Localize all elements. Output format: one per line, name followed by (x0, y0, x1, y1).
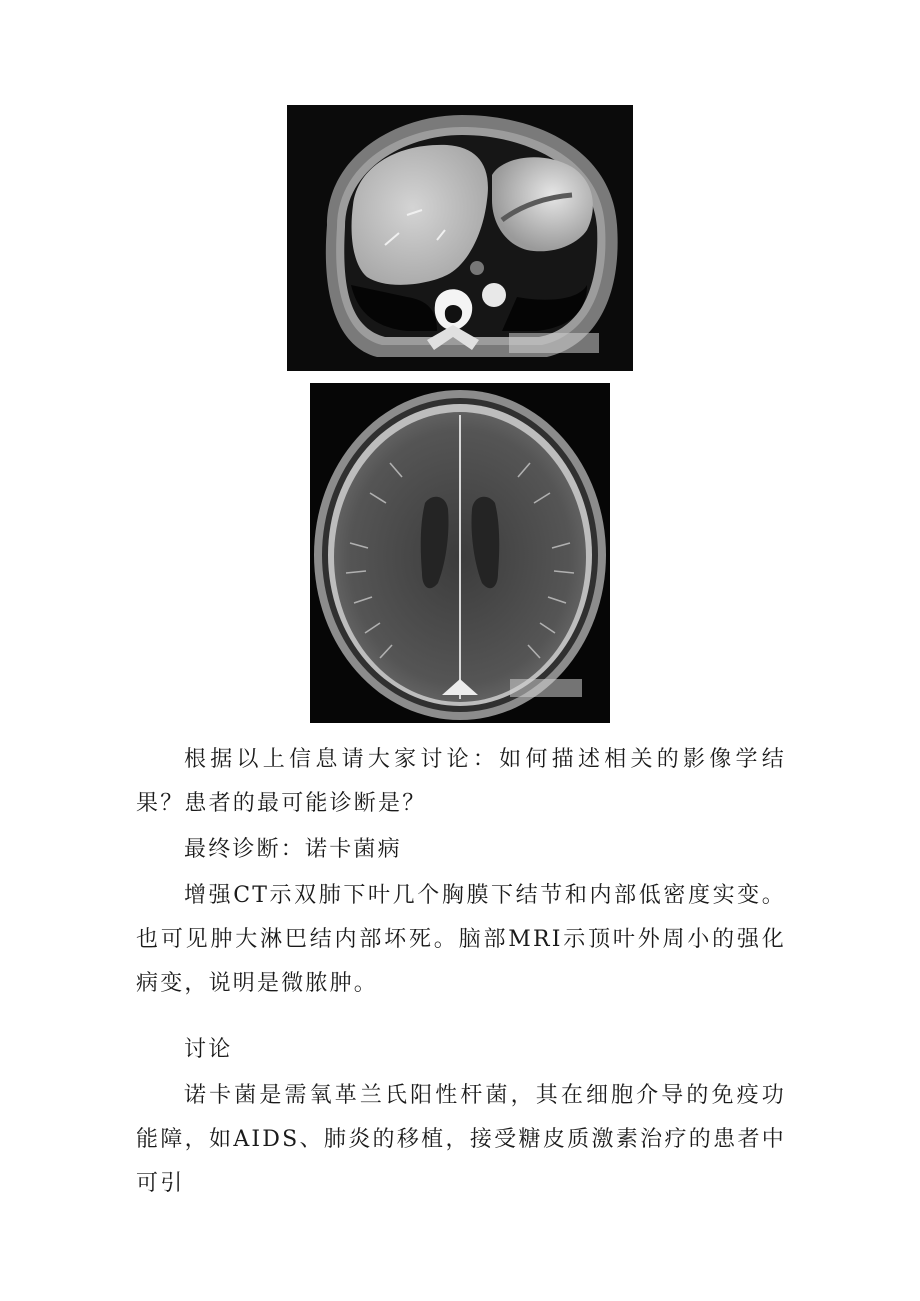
mri-scan-image (310, 383, 610, 723)
final-diagnosis-paragraph: 最终诊断：诺卡菌病 (184, 837, 402, 862)
findings-paragraph: 增强CT示双肺下叶几个胸膜下结节和内部低密度实变。也可见肿大淋巴结内部坏死。脑部MRI示顶叶外周小的强化病变，说明是微脓肿。 (136, 883, 786, 996)
ct-scan-image (287, 105, 633, 371)
question-paragraph: 根据以上信息请大家讨论：如何描述相关的影像学结果？患者的最可能诊断是？ (136, 747, 786, 816)
discussion-heading: 讨论 (184, 1037, 233, 1062)
discussion-paragraph: 诺卡菌是需氧革兰氏阳性杆菌，其在细胞介导的免疫功能障，如AIDS、肺炎的移植，接受糖皮质激素治疗的患者中可引 (136, 1083, 786, 1196)
mri-scan-graphic (310, 383, 610, 723)
ct-scan-graphic (287, 105, 633, 371)
